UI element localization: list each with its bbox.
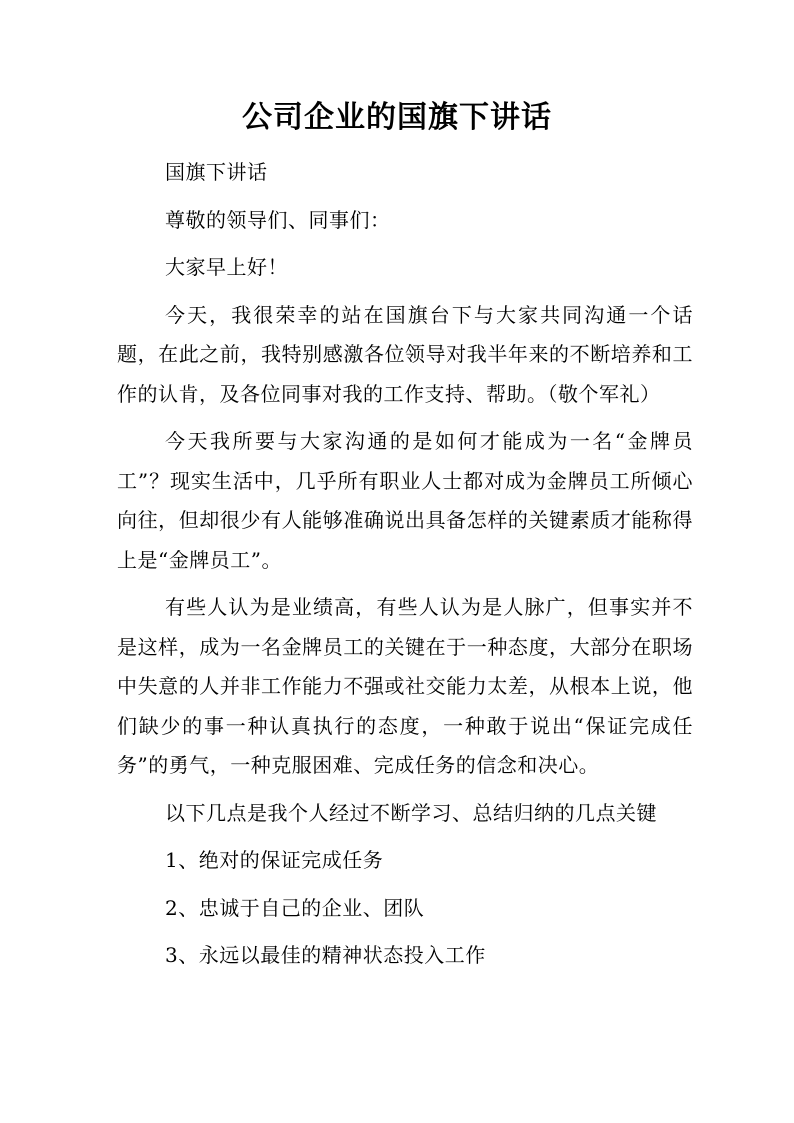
paragraph-key-points-intro: 以下几点是我个人经过不断学习、总结归纳的几点关键 — [165, 800, 657, 825]
document-title: 公司企业的国旗下讲话 — [242, 100, 552, 135]
list-item-point-3: 3、永远以最佳的精神状态投入工作 — [165, 943, 486, 967]
list-item-point-1: 1、绝对的保证完成任务 — [165, 848, 384, 872]
document-body — [117, 153, 693, 976]
paragraph-topic: 今天我所要与大家沟通的是如何才能成为一名“金牌员工”？现实生活中，几乎所有职业人士都对成为金牌员工所倾心向往，但却很少有人能够准确说出具备怎样的关键素质才能称得上是“金牌员工”。 — [117, 429, 693, 572]
paragraph-argument: 有些人认为是业绩高，有些人认为是人脉广，但事实并不是这样，成为一名金牌员工的关键在于一种态度，大部分在职场中失意的人并非工作能力不强或社交能力太差，从根本上说，他们缺少的事一种认真执行的态度，一种敢于说出“保证完成任务”的勇气，一种克服困难、完成任务的信念和决心。 — [117, 595, 693, 777]
paragraph-greeting: 大家早上好！ — [165, 255, 288, 279]
list-item-point-2: 2、忠诚于自己的企业、团队 — [165, 895, 425, 920]
paragraph-introduction: 今天，我很荣幸的站在国旗台下与大家共同沟通一个话题，在此之前，我特别感激各位领导对我半年来的不断培养和工作的认肯，及各位同事对我的工作支持、帮助。（敬个军礼） — [117, 302, 693, 406]
paragraph-heading: 国旗下讲话 — [165, 160, 268, 184]
paragraph-salutation: 尊敬的领导们、同事们： — [165, 207, 391, 232]
